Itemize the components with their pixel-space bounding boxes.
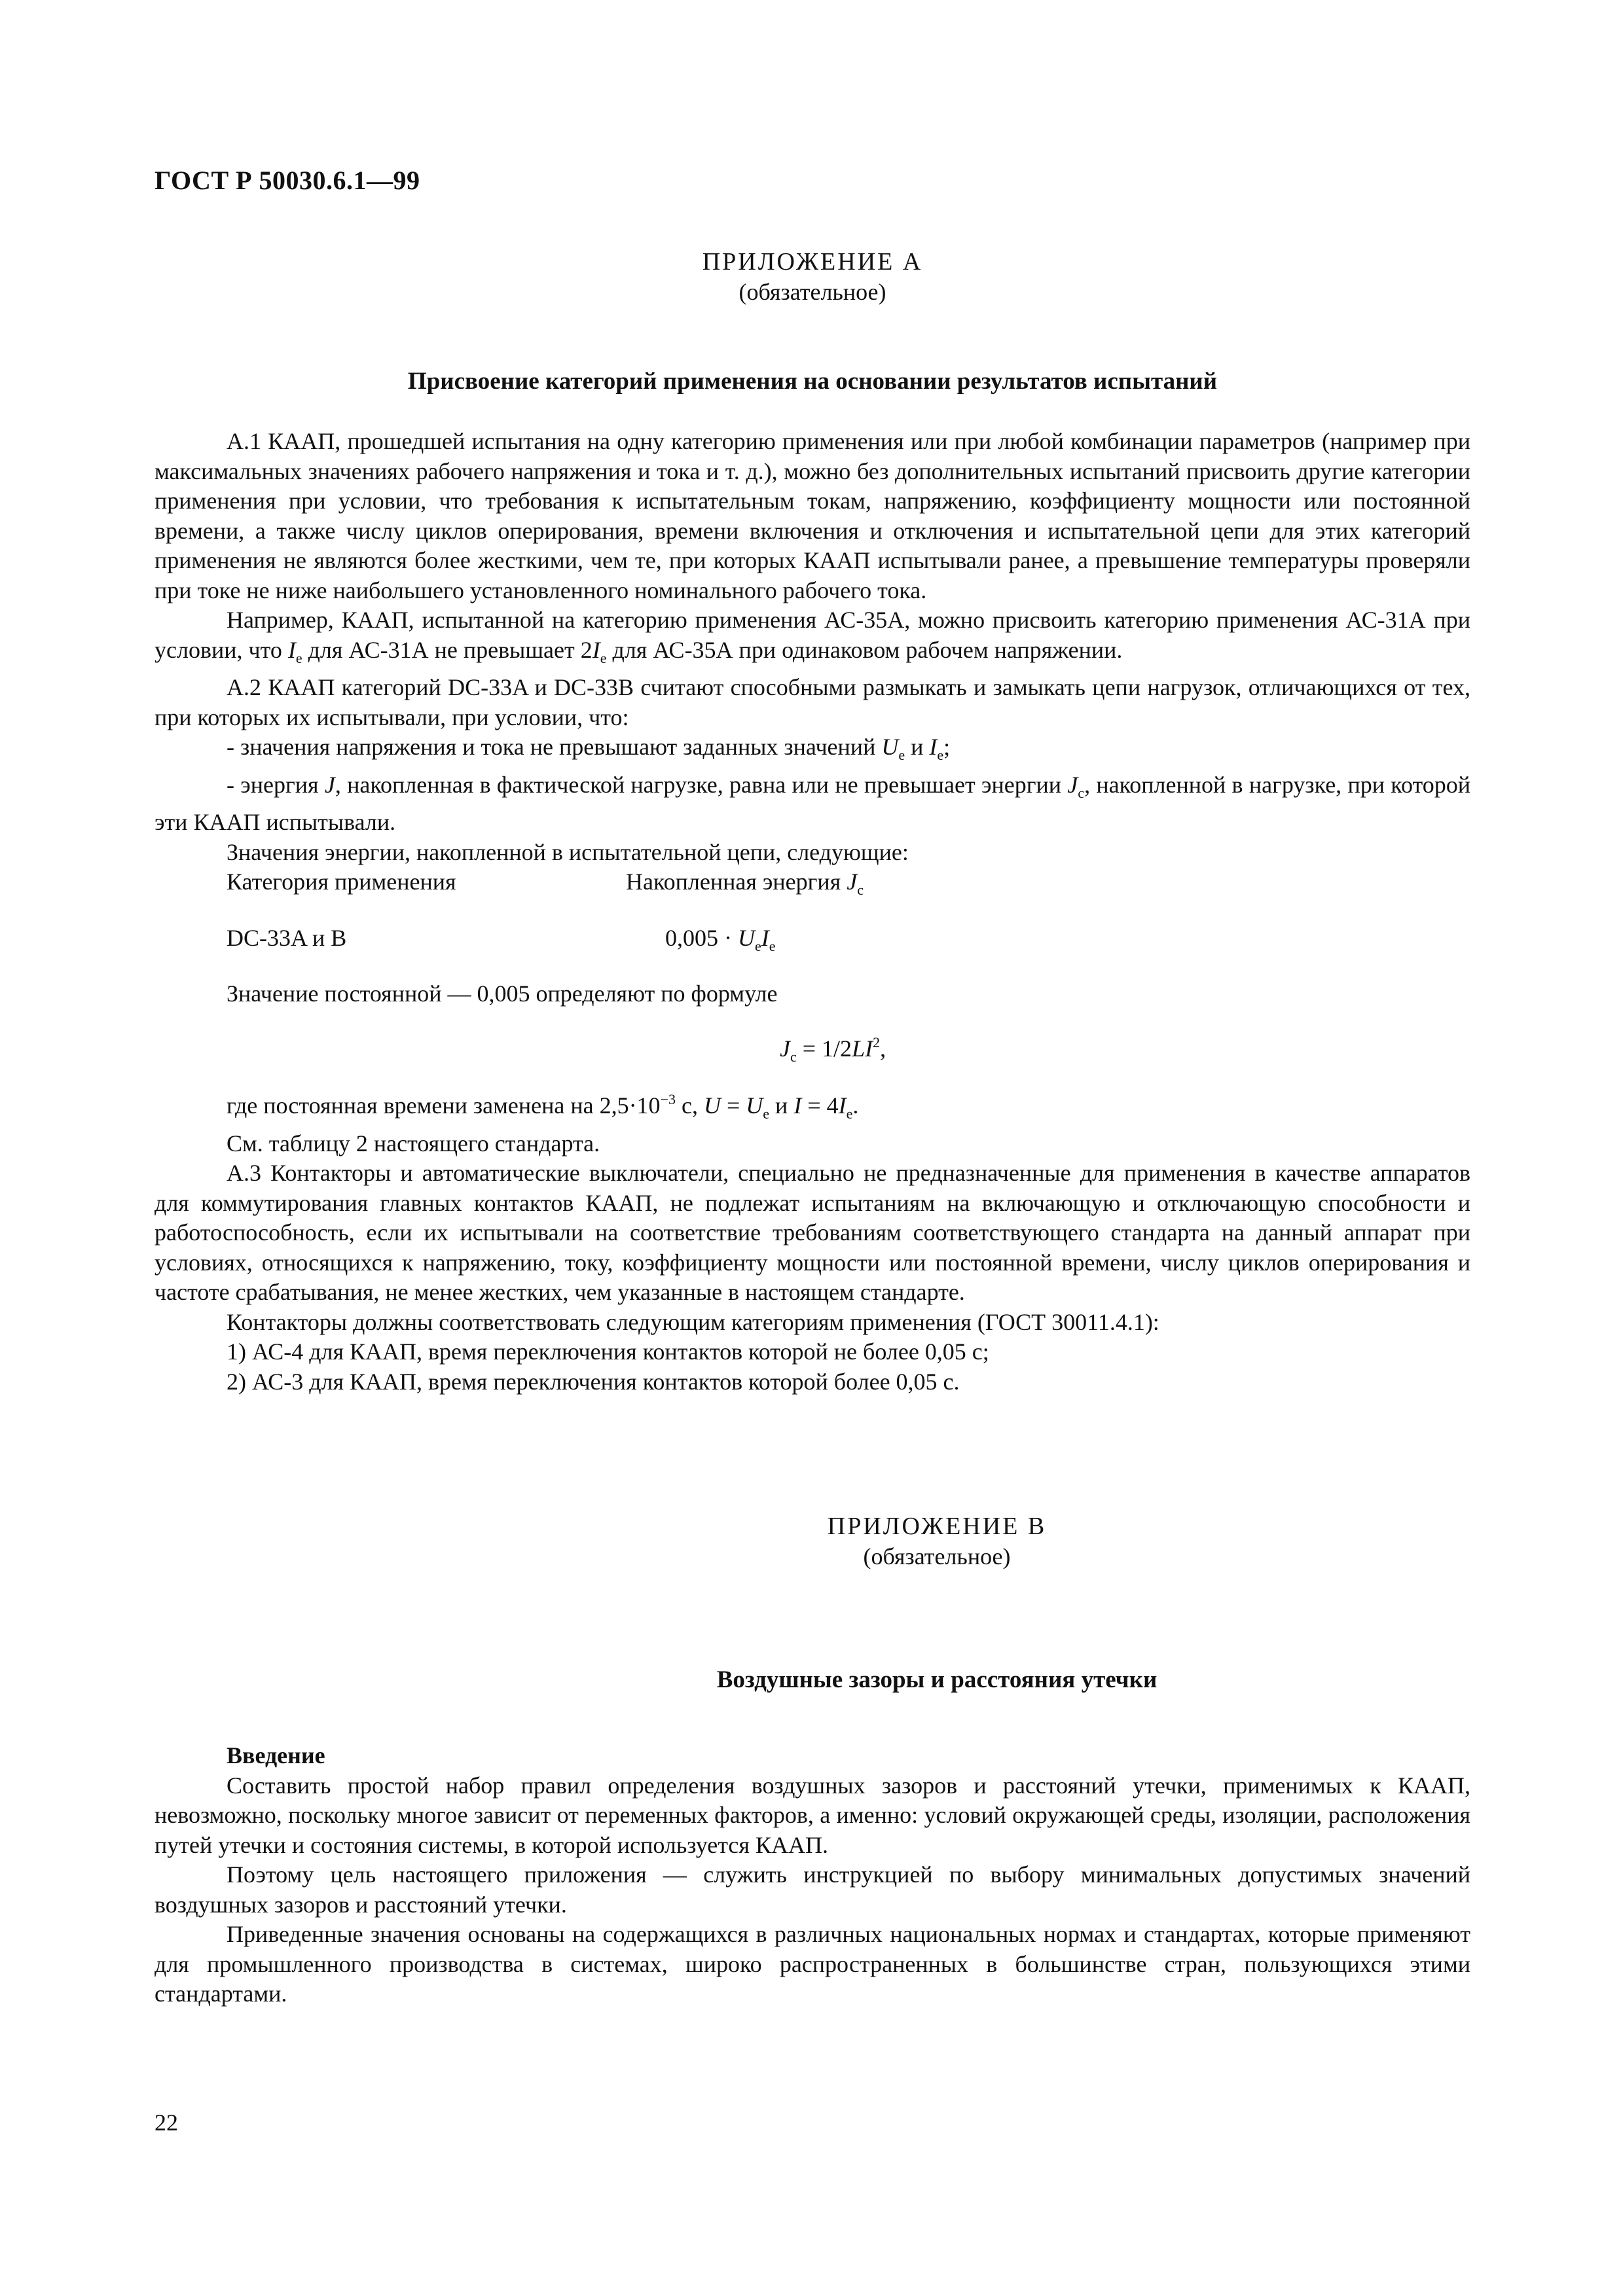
- document-header: ГОСТ Р 50030.6.1—99: [155, 166, 420, 195]
- clause-a1-paragraph: А.1 КААП, прошедшей испытания на одну категорию применения или при любой комбинации параметров (например при максимальных значениях рабочего напряжения и тока и т. д.), можно без дополнительных испытаний присвоить другие категории применения при условии, что требования к испытательным токам, напряжению, коэффициенту мощности или постоянной времени, а также числу циклов оперирования, времени включения и отключения и испытательной цепи для этих категорий применения не являются более жесткими, чем те, при которых КААП испытывали ранее, а превышение температуры проверяли при токе не ниже наибольшего установленного номинального рабочего тока.: [155, 428, 1470, 603]
- energy-row-category: DC-33A и B: [227, 924, 347, 951]
- formula-where: где постоянная времени заменена на $2,5\cdot 10^{-3}$ с, $U = U_e$ и $I = 4I_e$.: [227, 1091, 859, 1122]
- appendix-a-heading: Присвоение категорий применения на основании результатов испытаний: [407, 368, 1218, 395]
- clause-a2-item-2: - энергия J, накопленная в фактической нагрузке, равна или не превышает энергии $J_c$, накопленной в нагрузке, при которой эти КААП испытывали.: [155, 771, 1471, 835]
- clause-a3-paragraph: А.3 Контакторы и автоматические выключатели, специально не предназначенные для применения в качестве аппаратов для коммутирования главных контактов КААП, не подлежат испытаниям на включающую и отключающую способности и работоспособность, если их испытывали на соответствие требованиям соответствующего стандарта на данный аппарат при условиях, относящихся к напряжению, току, коэффициенту мощности или постоянной времени, числу циклов оперирования и частоте срабатывания, не менее жестких, чем указанные в настоящем стандарте.: [155, 1160, 1470, 1305]
- clause-a2-item-1: - значения напряжения и тока не превышают заданных значений $U_e$ и $I_e$;: [227, 734, 951, 763]
- page-number: 22: [155, 2109, 178, 2136]
- energy-table-header: [155, 867, 1470, 905]
- energy-row-value: $0,005 \cdot U_eI_e$: [665, 924, 776, 954]
- clause-a3-categories: Контакторы должны соответствовать следующим категориям применения (ГОСТ 30011.4.1):: [227, 1308, 1159, 1335]
- see-table-reference: См. таблицу 2 настоящего стандарта.: [227, 1130, 600, 1157]
- appendix-a-status: (обязательное): [739, 279, 886, 305]
- constant-text: Значение постоянной — 0,005 определяют по формуле: [227, 980, 778, 1007]
- clause-a2-paragraph: А.2 КААП категорий DC-33A и DC-33B считают способными размыкать и замыкать цепи нагрузок, отличающихся от тех, при которых их испытывали, при условии, что:: [155, 674, 1470, 730]
- energy-intro: Значения энергии, накопленной в испытательной цепи, следующие:: [227, 838, 909, 865]
- intro-paragraph-2: Поэтому цель настоящего приложения — служить инструкцией по выбору минимальных допустимых значений воздушных зазоров и расстояний утечки.: [155, 1861, 1470, 1918]
- clause-a3-item-1: 1) АС-4 для КААП, время переключения контактов которой не более 0,05 с;: [227, 1338, 989, 1365]
- clause-a3-item-2: 2) АС-3 для КААП, время переключения контактов которой более 0,05 с.: [227, 1368, 960, 1395]
- energy-col-value-header: Накопленная энергия $J_c$: [626, 869, 864, 898]
- clause-a1-example: Например, КААП, испытанной на категорию применения АС-35А, можно присвоить категорию применения АС-31А при условии, что $I_e$ для АС-31А не превышает $2I_e$ для АС-35А при одинаковом рабочем напряжении.: [155, 607, 1470, 666]
- intro-paragraph-3: Приведенные значения основаны на содержащихся в различных национальных нормах и стандартах, которые применяют для промышленного производства в системах, широко распространенных в большинстве стран, пользующихся этими стандартами.: [155, 1921, 1470, 2007]
- energy-table-row: [155, 924, 1470, 961]
- energy-formula: $J_c = 1/2LI^2$,: [780, 1033, 886, 1065]
- appendix-b-heading: Воздушные зазоры и расстояния утечки: [716, 1666, 1158, 1693]
- appendix-a-body: [155, 427, 1470, 1397]
- appendix-a-title: ПРИЛОЖЕНИЕ А: [702, 248, 923, 276]
- appendix-b-body: [155, 1741, 1470, 2009]
- intro-paragraph-1: Составить простой набор правил определения воздушных зазоров и расстояний утечки, применимых к КААП, невозможно, поскольку многое зависит от переменных факторов, а именно: условий окружающей среды, изоляции, расположения путей утечки и состояния системы, в которой используется КААП.: [155, 1772, 1470, 1858]
- energy-col-category-header: Категория применения: [227, 869, 456, 895]
- appendix-b-title: ПРИЛОЖЕНИЕ В: [827, 1513, 1047, 1540]
- appendix-b-status: (обязательное): [863, 1543, 1011, 1570]
- intro-heading: Введение: [227, 1742, 325, 1768]
